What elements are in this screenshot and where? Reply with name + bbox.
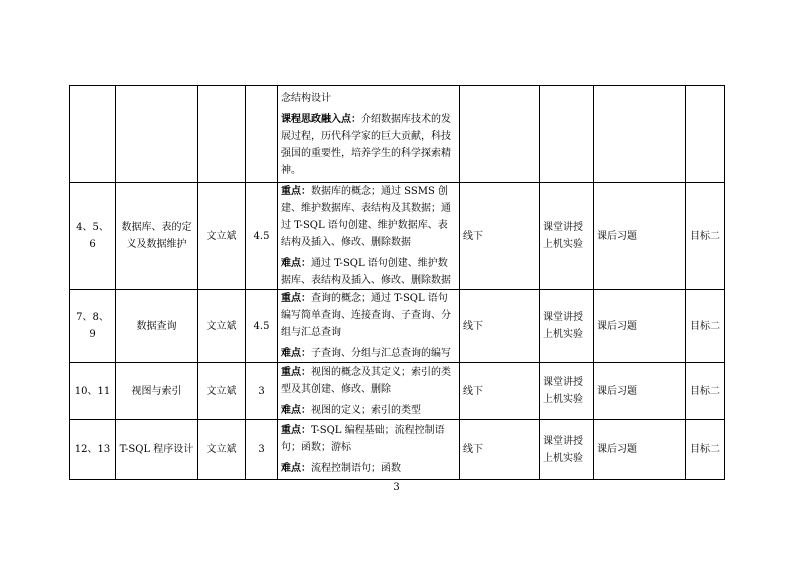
mode-cell: 线下: [460, 290, 540, 363]
content-paragraph: [281, 255, 456, 289]
topic-cell: [116, 86, 198, 183]
content-text: 视图的概念及其定义；索引的类型及其创建、修改、删除: [281, 366, 451, 395]
week-cell: 10、11: [70, 363, 116, 420]
content-paragraph: [281, 460, 456, 477]
topic-cell: T-SQL 程序设计: [116, 420, 198, 480]
mode-cell: 线下: [460, 420, 540, 480]
teacher-cell: 文立斌: [198, 363, 246, 420]
content-text: 查询的概念；通过 T-SQL 语句编写简单查询、连接查询、子查询、分组与汇总查询: [281, 293, 451, 338]
table-row: [70, 183, 725, 290]
hours-cell: 3: [246, 420, 278, 480]
hours-cell: 4.5: [246, 290, 278, 363]
method-cell: 课堂讲授上机实验: [540, 363, 594, 420]
mode-cell: 线下: [460, 183, 540, 290]
goal-cell: 目标二: [686, 363, 725, 420]
homework-cell: 课后习题: [594, 183, 686, 290]
week-cell: [70, 86, 116, 183]
table-row: [70, 420, 725, 480]
page-number: 3: [393, 482, 400, 493]
method-cell: [540, 86, 594, 183]
content-label: 难点：: [281, 404, 311, 416]
content-text: 通过 T-SQL 语句创建、维护数据库、表结构及插入、修改、删除数据: [281, 258, 451, 286]
content-label: 重点：: [281, 366, 311, 378]
teacher-cell: 文立斌: [198, 183, 246, 290]
homework-cell: 课后习题: [594, 290, 686, 363]
content-cell: [278, 86, 460, 183]
teacher-cell: [198, 86, 246, 183]
week-cell: 7、8、9: [70, 290, 116, 363]
method-cell: 课堂讲授上机实验: [540, 290, 594, 363]
goal-cell: 目标二: [686, 290, 725, 363]
table-body: [70, 86, 725, 480]
syllabus-table: [69, 85, 725, 480]
content-paragraph: [281, 111, 456, 179]
content-text: 介绍数据库技术的发展过程，历代科学家的巨大贡献，科技强国的重要性，培养学生的科学探索精神。: [281, 113, 451, 176]
hours-cell: 4.5: [246, 183, 278, 290]
table-row: [70, 86, 725, 183]
method-cell: 课堂讲授上机实验: [540, 420, 594, 480]
content-label: 重点：: [281, 293, 311, 304]
mode-cell: 线下: [460, 363, 540, 420]
content-label: 难点：: [281, 258, 311, 269]
homework-cell: 课后习题: [594, 363, 686, 420]
content-label: 难点：: [281, 463, 311, 474]
content-text: 子查询、分组与汇总查询的编写: [311, 348, 451, 359]
table-row: [70, 290, 725, 363]
content-paragraph: [281, 402, 456, 419]
hours-cell: 3: [246, 363, 278, 420]
content-label: 重点：: [281, 425, 311, 436]
content-label: 课程思政融入点：: [281, 113, 361, 125]
goal-cell: 目标二: [686, 183, 725, 290]
topic-cell: 数据库、表的定义及数据维护: [116, 183, 198, 290]
content-cell: [278, 290, 460, 363]
content-paragraph: [281, 422, 456, 456]
content-text: 数据库的概念；通过 SSMS 创建、维护数据库、表结构及其数据；通过 T-SQL 语句创建、维护数据库、表结构及插入、修改、删除数据: [281, 186, 451, 248]
content-text: 视图的定义；索引的类型: [311, 404, 421, 416]
content-text: T-SQL 编程基础；流程控制语句；函数；游标: [281, 425, 445, 453]
goal-cell: [686, 86, 725, 183]
homework-cell: [594, 86, 686, 183]
content-text: 流程控制语句；函数: [311, 463, 401, 474]
mode-cell: [460, 86, 540, 183]
content-paragraph: [281, 290, 456, 341]
week-cell: 12、13: [70, 420, 116, 480]
week-cell: 4、5、6: [70, 183, 116, 290]
content-paragraph: [281, 364, 456, 398]
topic-cell: 视图与索引: [116, 363, 198, 420]
content-cell: [278, 420, 460, 480]
teacher-cell: 文立斌: [198, 420, 246, 480]
content-paragraph: [281, 183, 456, 251]
content-paragraph: [281, 90, 456, 107]
table-row: [70, 363, 725, 420]
content-label: 难点：: [281, 348, 311, 359]
teacher-cell: 文立斌: [198, 290, 246, 363]
content-cell: [278, 363, 460, 420]
content-paragraph: [281, 345, 456, 362]
homework-cell: 课后习题: [594, 420, 686, 480]
content-text: 念结构设计: [281, 92, 331, 104]
goal-cell: 目标二: [686, 420, 725, 480]
content-cell: [278, 183, 460, 290]
method-cell: 课堂讲授上机实验: [540, 183, 594, 290]
topic-cell: 数据查询: [116, 290, 198, 363]
content-label: 重点：: [281, 186, 311, 197]
hours-cell: [246, 86, 278, 183]
